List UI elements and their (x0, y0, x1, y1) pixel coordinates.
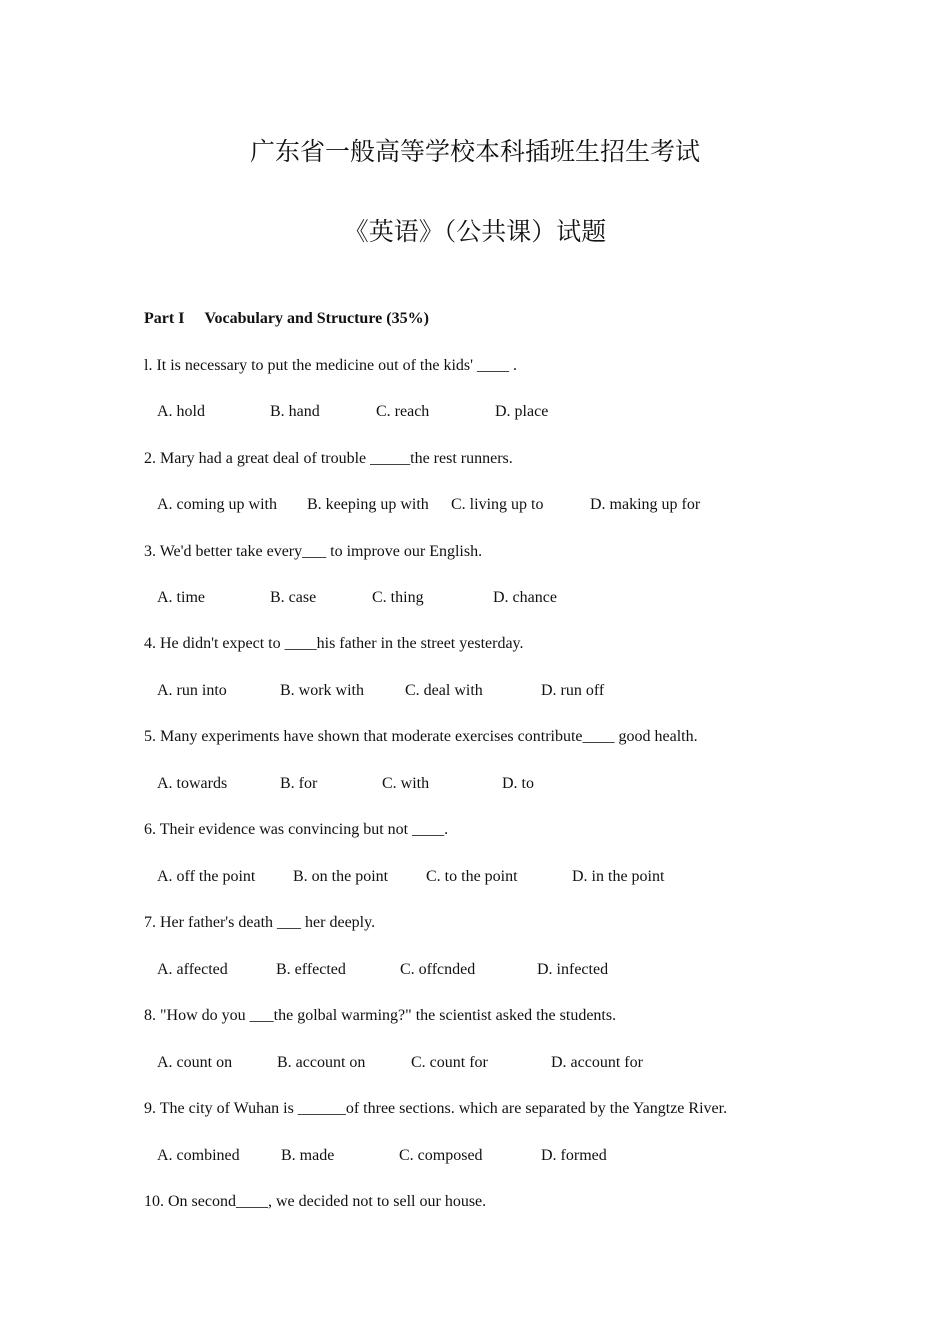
option-d: D. chance (493, 589, 557, 606)
options-4 (157, 682, 857, 704)
option-c: C. deal with (405, 682, 483, 699)
option-d: D. run off (541, 682, 605, 699)
option-d: D. infected (537, 961, 609, 978)
option-c: C. thing (372, 589, 424, 606)
option-d: D. in the point (572, 868, 665, 885)
option-a: A. coming up with (157, 496, 277, 513)
option-a: A. run into (157, 682, 227, 699)
option-a: A. off the point (157, 868, 256, 885)
option-c: C. composed (399, 1147, 483, 1164)
option-c: C. with (382, 775, 430, 792)
option-d: D. place (495, 403, 549, 420)
option-d: D. account for (551, 1054, 643, 1071)
option-c: C. count for (411, 1054, 488, 1071)
options-7 (157, 961, 857, 983)
option-b: B. work with (280, 682, 364, 699)
option-a: A. towards (157, 775, 228, 792)
option-c: C. offcnded (400, 961, 476, 978)
part-title: Vocabulary and Structure (35%) (204, 310, 429, 327)
option-b: B. effected (276, 961, 346, 978)
options-3 (157, 589, 857, 611)
options-6 (157, 868, 857, 890)
exam-subtitle: 《英语》（公共课）试题 (343, 217, 607, 246)
options-1 (157, 403, 857, 425)
option-c: C. living up to (451, 496, 544, 513)
question-8: 8. "How do you ___the golbal warming?" the scientist asked the students. (144, 1007, 617, 1024)
option-d: D. formed (541, 1147, 607, 1164)
option-a: A. count on (157, 1054, 233, 1071)
option-b: B. on the point (293, 868, 389, 885)
option-b: B. made (281, 1147, 335, 1164)
option-b: B. for (280, 775, 318, 792)
option-d: D. making up for (590, 496, 701, 513)
options-9 (157, 1147, 857, 1169)
option-a: A. hold (157, 403, 205, 420)
option-b: B. hand (270, 403, 320, 420)
exam-title: 广东省一般高等学校本科插班生招生考试 (249, 137, 700, 166)
question-10: 10. On second____, we decided not to sell our house. (144, 1193, 487, 1210)
option-b: B. account on (277, 1054, 366, 1071)
option-b: B. case (270, 589, 317, 606)
part-label: Part I (144, 310, 185, 327)
option-c: C. reach (376, 403, 430, 420)
option-c: C. to the point (426, 868, 518, 885)
option-a: A. combined (157, 1147, 240, 1164)
question-7: 7. Her father's death ___ her deeply. (144, 914, 376, 931)
option-a: A. affected (157, 961, 228, 978)
question-5: 5. Many experiments have shown that moderate exercises contribute____ good health. (144, 728, 698, 745)
question-2: 2. Mary had a great deal of trouble _____the rest runners. (144, 450, 513, 467)
option-d: D. to (502, 775, 534, 792)
options-5 (157, 775, 857, 797)
options-8 (157, 1054, 857, 1076)
question-9: 9. The city of Wuhan is ______of three sections. which are separated by the Yangtze River. (144, 1100, 728, 1117)
option-a: A. time (157, 589, 205, 606)
option-b: B. keeping up with (307, 496, 429, 513)
question-6: 6. Their evidence was convincing but not ____. (144, 821, 449, 838)
part-heading (144, 310, 429, 328)
question-1: l. It is necessary to put the medicine out of the kids' ____ . (144, 357, 518, 374)
options-2 (157, 496, 857, 518)
question-3: 3. We'd better take every___ to improve our English. (144, 543, 483, 560)
question-4: 4. He didn't expect to ____his father in the street yesterday. (144, 635, 524, 652)
